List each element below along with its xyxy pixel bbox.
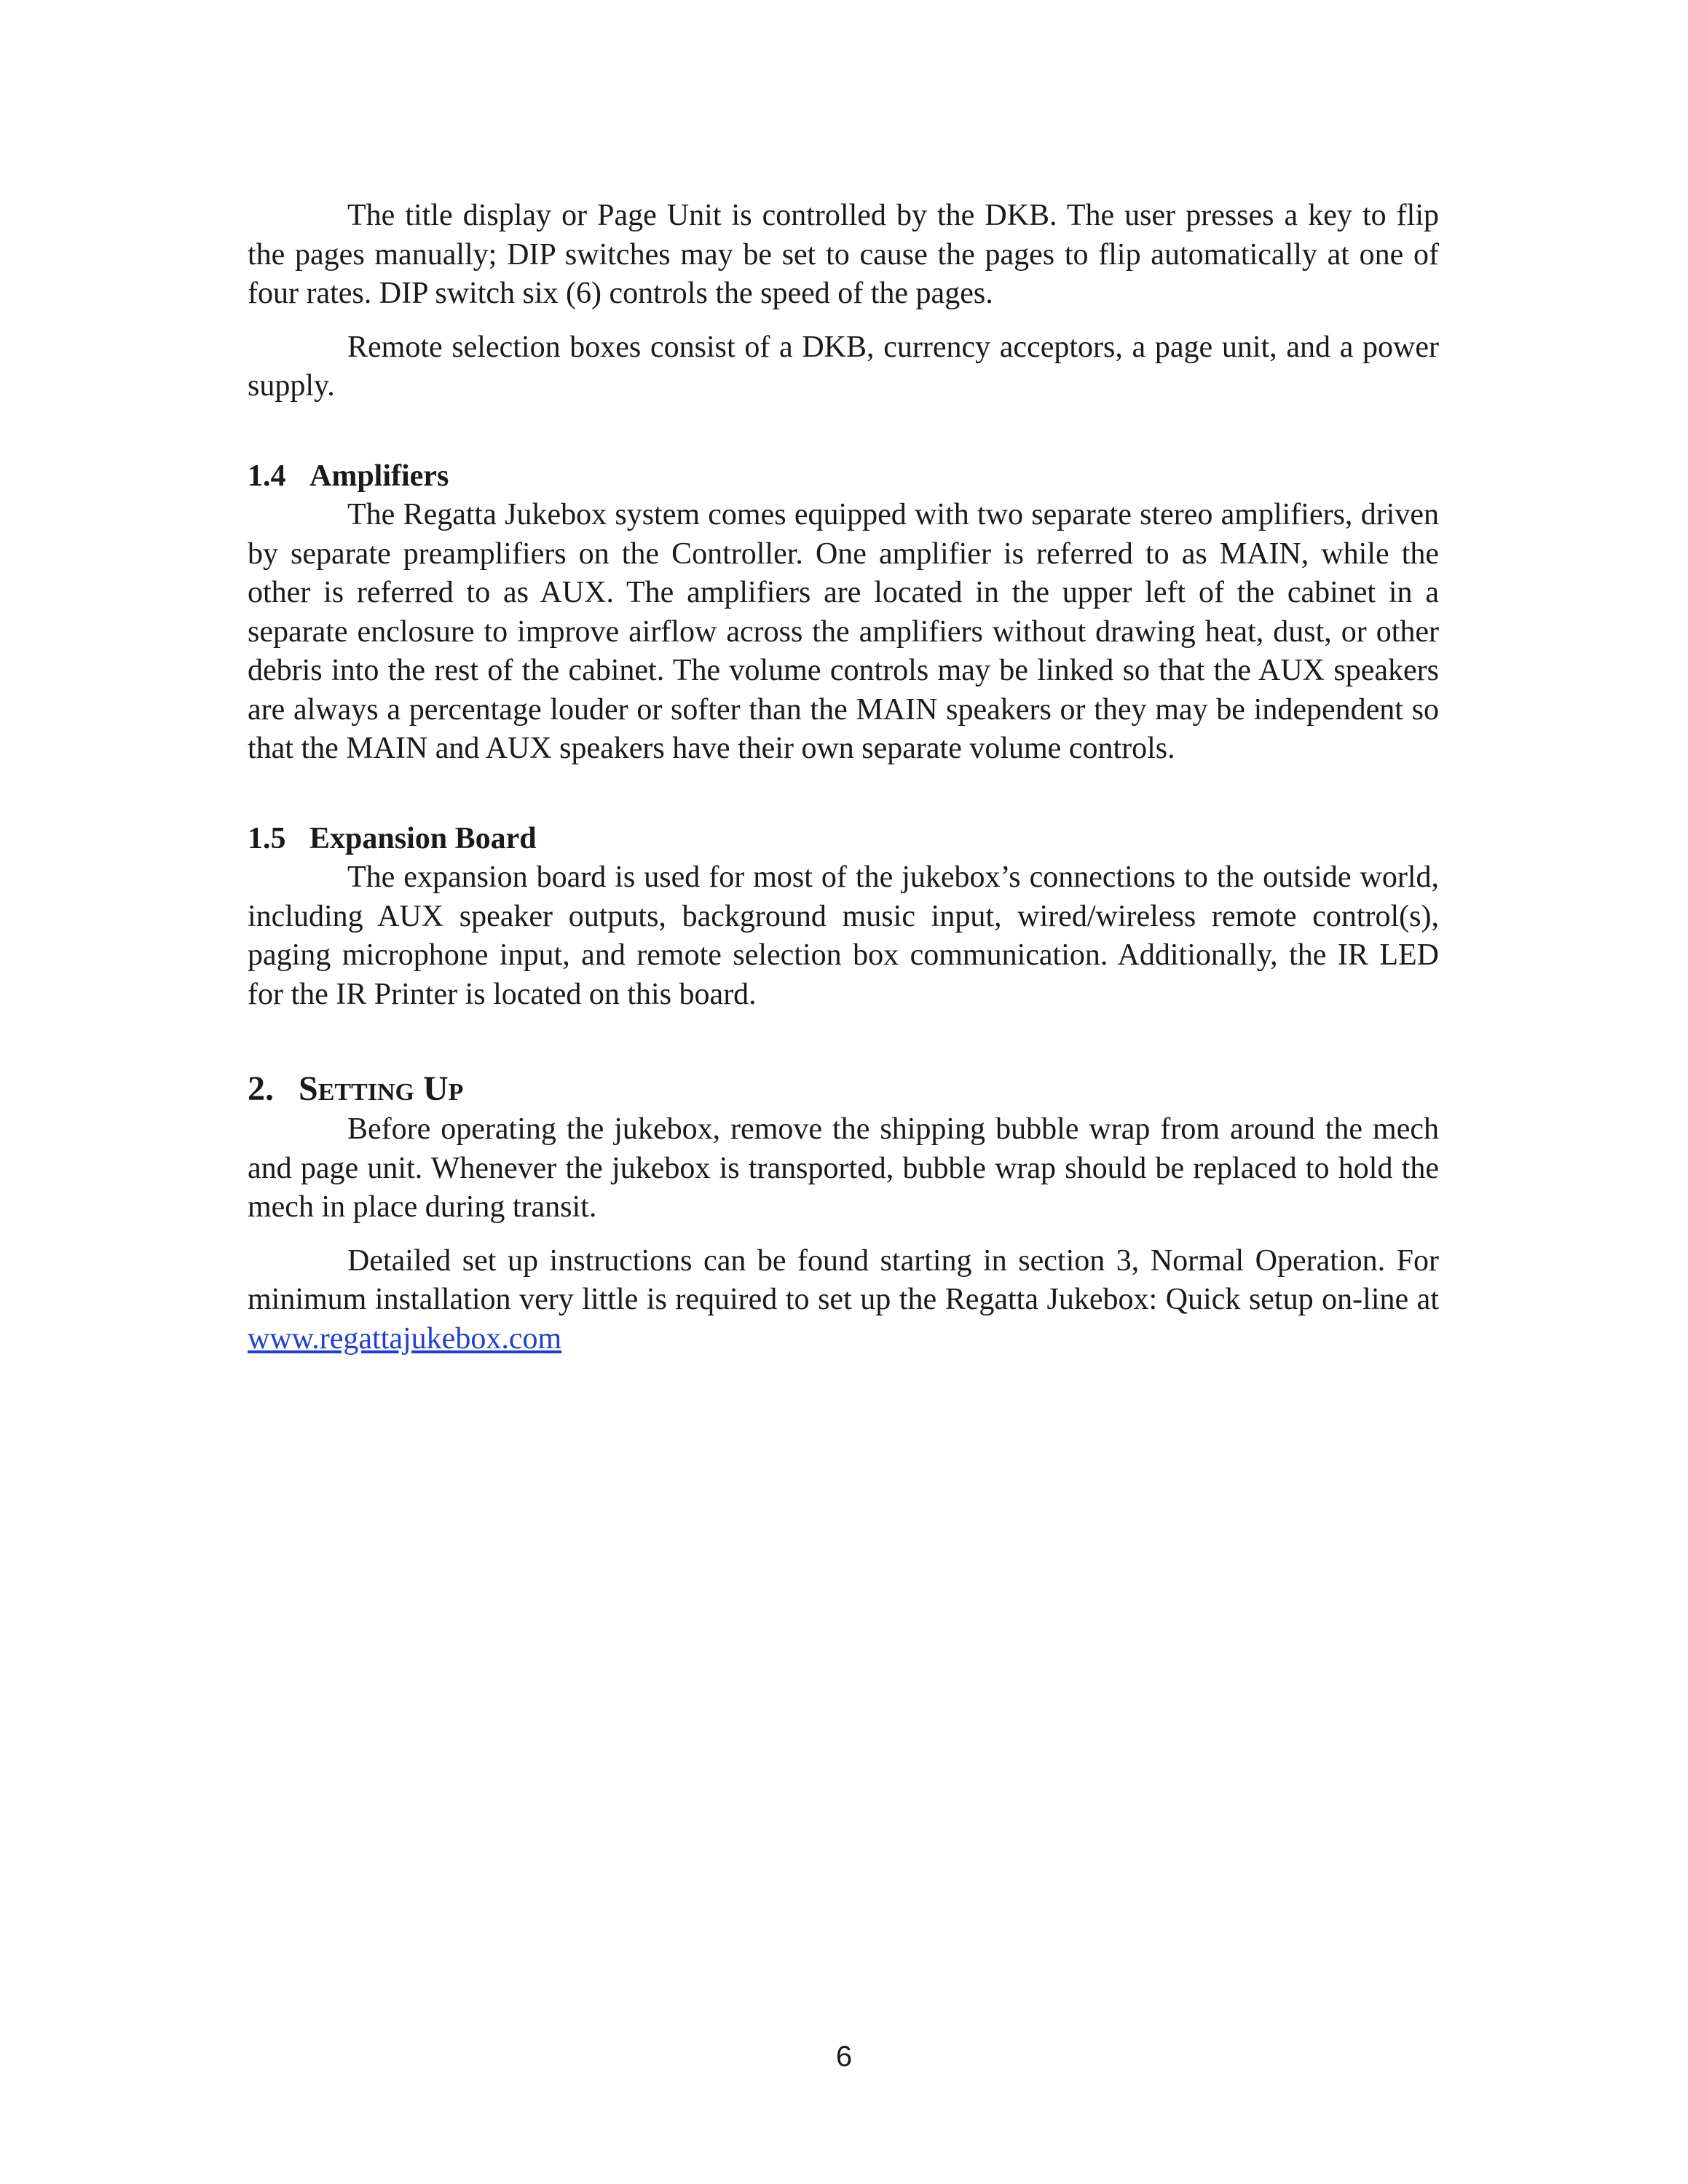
section-heading-amplifiers bbox=[248, 457, 1439, 496]
paragraph-setting-up-2-text: Detailed set up instructions can be found starting in section 3, Normal Operation. For minimum installation very little is required to set up the Regatta Jukebox: Quick setup on-line at bbox=[248, 1243, 1439, 1316]
section-heading-expansion-board bbox=[248, 820, 1439, 859]
paragraph-page-unit: The title display or Page Unit is controlled by the DKB. The user presses a key to flip the pages manually; DIP switches may be set to cause the pages to flip automatically at one of four rates. DIP switch six (6) controls the speed of the pages. bbox=[248, 199, 1439, 310]
chapter-heading-setting-up bbox=[248, 1068, 1439, 1110]
section-title: Expansion Board bbox=[309, 821, 537, 855]
chapter-number: 2. bbox=[248, 1069, 274, 1108]
section-title: Amplifiers bbox=[309, 459, 449, 493]
document-page bbox=[248, 197, 1439, 1358]
chapter-title: Setting Up bbox=[299, 1069, 464, 1108]
website-link[interactable]: www.regattajukebox.com bbox=[248, 1321, 562, 1356]
paragraph-setting-up-1: Before operating the jukebox, remove the shipping bubble wrap from around the mech and page unit. Whenever the jukebox is transported, bubble wrap should be replaced to hold the mech in place during transit. bbox=[248, 1112, 1439, 1224]
section-number: 1.4 bbox=[248, 459, 286, 493]
paragraph-amplifiers: The Regatta Jukebox system comes equipped with two separate stereo amplifiers, driven by separate preamplifiers on the Controller. One amplifier is referred to as MAIN, while the other is referred to as AUX. The amplifiers are located in the upper left of the cabinet in a separate enclosure to improve airflow across the amplifiers without drawing heat, dust, or other debris into the rest of the cabinet. The volume controls may be linked so that the AUX speakers are always a percentage louder or softer than the MAIN speakers or they may be independent so that the MAIN and AUX speakers have their own separate volume controls. bbox=[248, 498, 1439, 765]
paragraph-expansion-board: The expansion board is used for most of the jukebox’s connections to the outside world, including AUX speaker outputs, background music input, wired/wireless remote control(s), paging microphone input, and remote selection box communication. Additionally, the IR LED for the IR Printer is located on this board. bbox=[248, 860, 1439, 1011]
paragraph-remote-selection: Remote selection boxes consist of a DKB, currency acceptors, a page unit, and a power supply. bbox=[248, 330, 1439, 403]
page-number: 6 bbox=[835, 2041, 853, 2073]
paragraph-setting-up-2 bbox=[248, 1242, 1439, 1359]
section-number: 1.5 bbox=[248, 821, 286, 855]
